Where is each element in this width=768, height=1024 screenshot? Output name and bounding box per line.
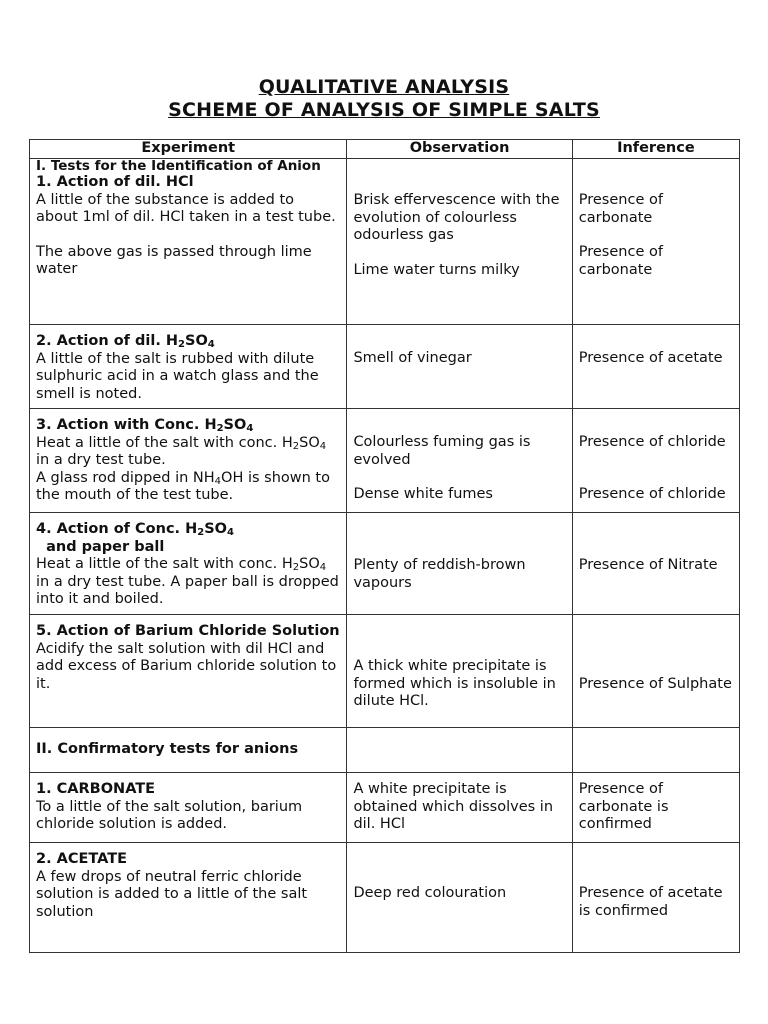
inference-cell — [572, 325, 739, 409]
experiment-cell — [30, 325, 347, 409]
inference-text: Presence of carbonate is confirmed — [578, 781, 669, 832]
inference-text: Presence of chloride — [578, 485, 726, 502]
experiment-cell — [30, 513, 347, 615]
observation-text: Colourless fuming gas is evolved — [353, 434, 531, 468]
table-row — [30, 728, 740, 773]
header-experiment: Experiment — [30, 140, 347, 159]
experiment-text: Heat a little of the salt with conc. $H_2SO_4$ in a dry test tube. A paper ball is dropped into it and boiled. — [36, 556, 339, 607]
experiment-text: A little of the substance is added to about 1ml of dil. HCl taken in a test tube. — [36, 191, 336, 225]
table-row — [30, 409, 740, 513]
test-heading: 5. Action of Barium Chloride Solution — [36, 623, 340, 639]
test-heading: 2. Action of dil. $H_2SO_4$ — [36, 333, 215, 350]
experiment-text: Heat a little of the salt with conc. $H_2SO_4$ in a dry test tube. — [36, 434, 327, 468]
table-row — [30, 843, 740, 953]
inference-text: Presence of Sulphate — [578, 676, 732, 692]
observation-text: Deep red colouration — [353, 885, 507, 901]
inference-cell — [572, 843, 739, 953]
analysis-table — [29, 139, 740, 953]
test-heading: 4. Action of Conc. $H_2SO_4$ and paper ball — [36, 521, 234, 555]
observation-text: Lime water turns milky — [353, 261, 520, 278]
table-row — [30, 159, 740, 325]
experiment-cell — [30, 159, 347, 325]
table-row — [30, 773, 740, 843]
experiment-text: A glass rod dipped in $NH_4OH$ is shown to the mouth of the test tube. — [36, 469, 330, 503]
document-title: QUALITATIVE ANALYSIS — [258, 76, 510, 98]
experiment-text: Acidify the salt solution with dil HCl and add excess of Barium chloride solution to it. — [36, 640, 337, 692]
experiment-text: The above gas is passed through lime water — [36, 243, 312, 277]
observation-cell — [347, 325, 572, 409]
inference-text: Presence of acetate is confirmed — [578, 885, 723, 919]
table-row — [30, 615, 740, 728]
observation-cell — [347, 728, 572, 773]
section-heading: I. Tests for the Identification of Anion — [36, 158, 321, 174]
table-row — [30, 513, 740, 615]
observation-cell — [347, 159, 572, 325]
inference-cell — [572, 409, 739, 513]
inference-cell — [572, 513, 739, 615]
inference-text: Presence of acetate — [578, 350, 723, 366]
inference-text: Presence of carbonate — [578, 192, 663, 226]
test-heading: 1. Action of dil. HCl — [36, 174, 194, 190]
inference-text: Presence of Nitrate — [578, 557, 718, 573]
test-heading: 1. CARBONATE — [36, 781, 156, 797]
inference-text: Presence of chloride — [578, 434, 726, 450]
inference-cell — [572, 615, 739, 728]
experiment-cell — [30, 843, 347, 953]
table-header-row — [30, 140, 740, 159]
experiment-text: A little of the salt is rubbed with dilute sulphuric acid in a watch glass and the smell is noted. — [36, 350, 319, 402]
observation-text: Smell of vinegar — [353, 350, 472, 366]
observation-text: A white precipitate is obtained which dissolves in dil. HCl — [353, 781, 554, 832]
observation-cell — [347, 409, 572, 513]
inference-cell — [572, 728, 739, 773]
observation-text: Plenty of reddish-brown vapours — [353, 557, 526, 591]
experiment-cell — [30, 615, 347, 728]
test-heading: 3. Action with Conc. $H_2SO_4$ — [36, 417, 254, 434]
header-observation: Observation — [347, 140, 572, 159]
inference-cell — [572, 773, 739, 843]
experiment-text: A few drops of neutral ferric chloride solution is added to a little of the salt solution — [36, 868, 308, 920]
document-subtitle: SCHEME OF ANALYSIS OF SIMPLE SALTS — [168, 99, 600, 121]
inference-cell — [572, 159, 739, 325]
observation-cell — [347, 615, 572, 728]
observation-text: A thick white precipitate is formed which is insoluble in dilute HCl. — [353, 658, 556, 709]
observation-text: Brisk effervescence with the evolution of colourless odourless gas — [353, 192, 560, 243]
header-inference: Inference — [572, 140, 739, 159]
inference-text: Presence of carbonate — [578, 244, 663, 278]
experiment-cell — [30, 728, 347, 773]
table-row — [30, 325, 740, 409]
test-heading: 2. ACETATE — [36, 851, 128, 867]
observation-text: Dense white fumes — [353, 486, 493, 502]
experiment-cell — [30, 409, 347, 513]
observation-cell — [347, 773, 572, 843]
observation-cell — [347, 513, 572, 615]
experiment-cell — [30, 773, 347, 843]
observation-cell — [347, 843, 572, 953]
section-heading: II. Confirmatory tests for anions — [36, 741, 299, 758]
experiment-text: To a little of the salt solution, barium chloride solution is added. — [36, 798, 303, 832]
